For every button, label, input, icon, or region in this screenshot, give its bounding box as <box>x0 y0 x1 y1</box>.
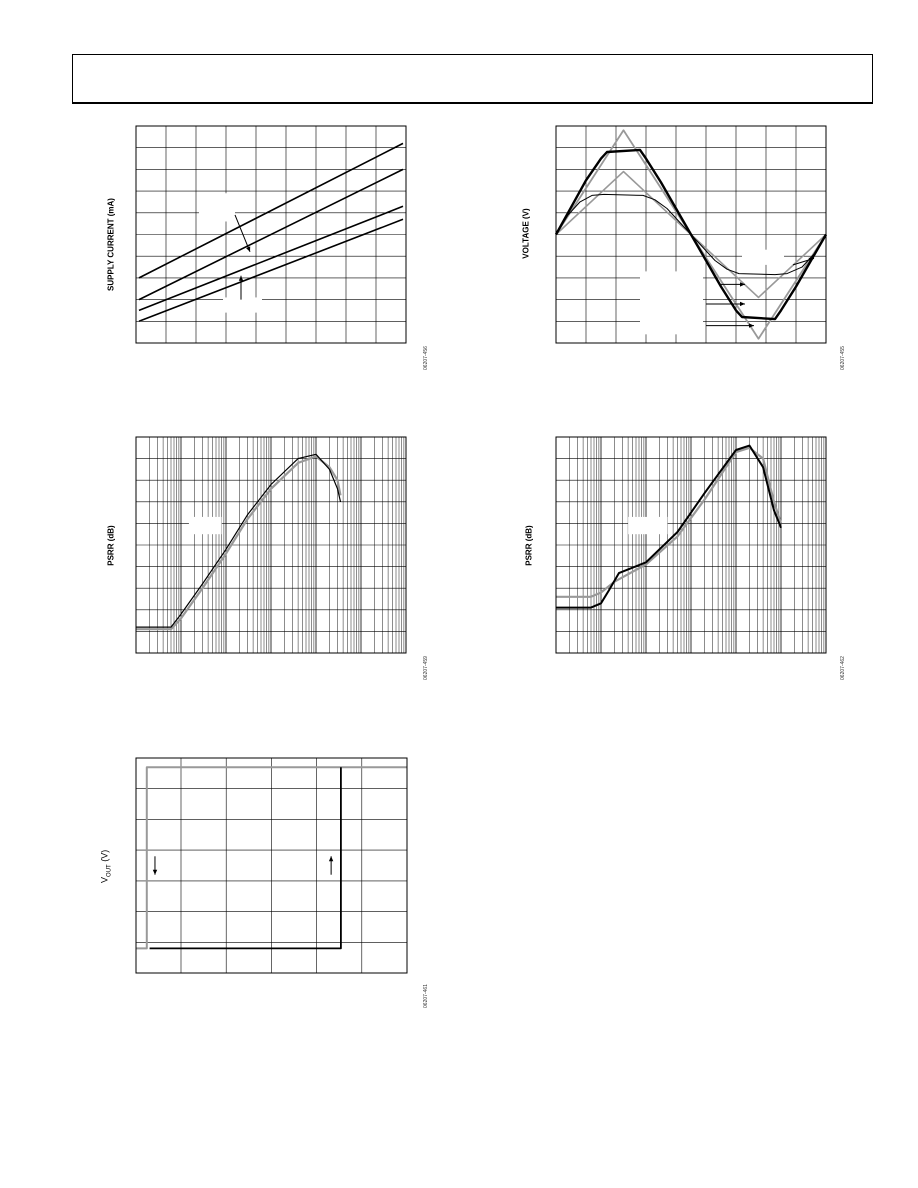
chart2-plot <box>556 126 826 343</box>
chart2-y-axis-label: VOLTAGE (V) <box>521 208 531 259</box>
page-header-box <box>72 54 873 104</box>
chart5-y-axis-label-main: V <box>99 876 110 883</box>
chart1-label-mask <box>223 297 262 312</box>
chart4-grid <box>556 437 826 653</box>
chart1-y-axis-label: SUPPLY CURRENT (mA) <box>106 198 116 291</box>
chart3-y-axis-label: PSRR (dB) <box>106 525 116 566</box>
chart1-figure-id: 06207-456 <box>423 346 429 370</box>
chart4-series-1-line <box>556 448 781 597</box>
chart1-label-mask <box>199 193 235 221</box>
chart5-figure-id: 06207-461 <box>423 984 429 1008</box>
chart5-y-axis-label-suffix: (V) <box>99 849 110 865</box>
chart3-plot <box>136 437 406 653</box>
chart5-arrow-head <box>329 856 333 861</box>
chart1-plot <box>136 126 406 343</box>
chart5-grid <box>136 758 407 973</box>
chart2-figure-id: 06207-455 <box>840 346 846 370</box>
chart2-arrow-2 <box>706 302 745 306</box>
chart5-y-axis-label-sub: OUT <box>106 864 113 877</box>
chart4-y-axis-label: PSRR (dB) <box>524 525 534 566</box>
chart2-arrow-head <box>740 302 745 306</box>
chart1-arrow-2 <box>239 276 243 300</box>
chart4-figure-id: 06207-462 <box>840 656 846 680</box>
chart2-label-mask <box>742 250 784 265</box>
chart5-arrow-1 <box>153 856 157 874</box>
chart4-label-mask <box>628 517 667 534</box>
chart1-arrow-head <box>239 276 243 281</box>
chart4-series-2-line <box>556 446 781 608</box>
chart3-label-mask <box>189 517 222 534</box>
chart2-arrow-3 <box>706 323 754 327</box>
chart5-arrow-head <box>153 870 157 875</box>
chart5-y-axis-label <box>100 836 113 896</box>
chart3-series-1-line <box>136 456 341 629</box>
chart1-arrow-1 <box>235 215 250 252</box>
chart4-plot <box>556 437 826 653</box>
chart5-plot <box>136 758 407 973</box>
chart5-series-2-line <box>150 767 341 948</box>
chart2-label-mask <box>640 271 703 334</box>
chart1-arrow-shaft <box>235 215 250 252</box>
chart5-arrow-2 <box>329 856 333 874</box>
chart3-figure-id: 06207-459 <box>423 656 429 680</box>
